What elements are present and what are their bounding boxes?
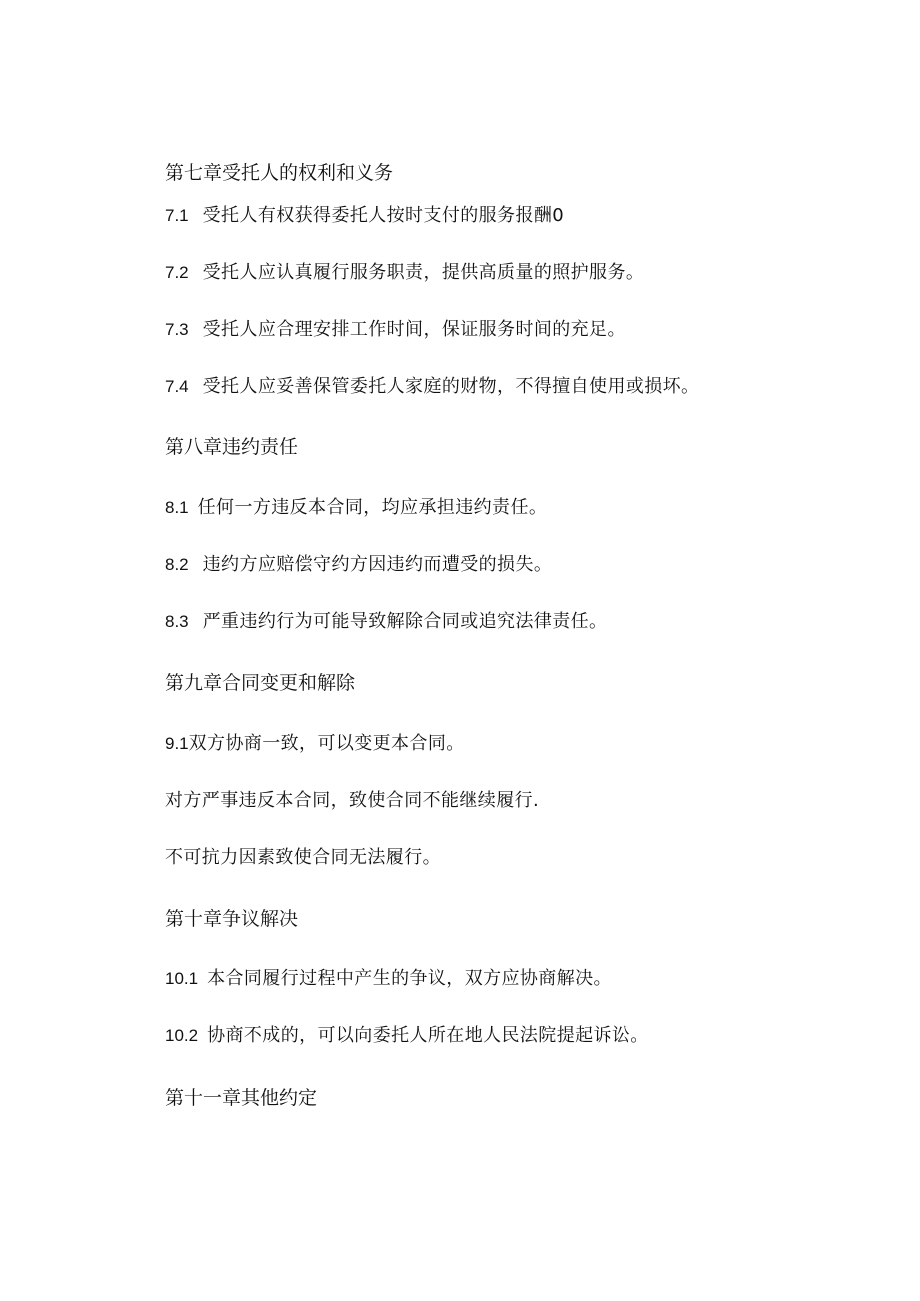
clause-10-1	[165, 970, 612, 988]
clause-text: 受托人应妥善保管委托人家庭的财物，不得擅自使用或损坏。	[202, 376, 700, 397]
clause-number: 8.2	[165, 555, 189, 574]
clause-number: 9.1	[165, 734, 189, 753]
chapter-8-title: 第八章违约责任	[165, 436, 299, 458]
clause-text: 任何一方违反本合同，均应承担违约责任。	[197, 497, 548, 518]
clause-8-1	[165, 499, 547, 517]
clause-9-line-3: 不可抗力因素致使合同无法履行。	[165, 847, 441, 868]
clause-number: 7.4	[165, 377, 189, 396]
clause-9-line-2: 对方严事违反本合同，致使合同不能继续履行.	[165, 790, 540, 811]
clause-text: 严重违约行为可能导致解除合同或追究法律责任。	[202, 611, 608, 632]
clause-7-4	[165, 378, 699, 396]
clause-number: 7.2	[165, 263, 189, 282]
clause-number: 7.3	[165, 320, 189, 339]
clause-9-1	[165, 735, 465, 753]
clause-text: 受托人有权获得委托人按时支付的服务报酬0	[202, 205, 565, 226]
clause-text: 受托人应合理安排工作时间，保证服务时间的充足。	[202, 319, 626, 340]
clause-7-3	[165, 321, 626, 339]
clause-number: 10.1	[165, 969, 199, 988]
clause-number: 8.1	[165, 498, 189, 517]
chapter-7-title: 第七章受托人的权利和义务	[165, 162, 394, 184]
chapter-11-title: 第十一章其他约定	[165, 1087, 318, 1109]
clause-8-3	[165, 613, 607, 631]
clause-number: 8.3	[165, 612, 189, 631]
clause-text: 受托人应认真履行服务职责，提供高质量的照护服务。	[202, 262, 645, 283]
clause-8-2	[165, 556, 552, 574]
chapter-10-title: 第十章争议解决	[165, 908, 299, 930]
clause-text: 违约方应赔偿守约方因违约而遭受的损失。	[202, 554, 553, 575]
clause-text: 双方协商一致，可以变更本合同。	[188, 733, 465, 754]
chapter-9-title: 第九章合同变更和解除	[165, 672, 356, 694]
clause-7-1	[165, 207, 564, 225]
clause-7-2	[165, 264, 644, 282]
clause-10-2	[165, 1027, 649, 1045]
clause-text: 本合同履行过程中产生的争议，双方应协商解决。	[207, 968, 612, 989]
clause-number: 10.2	[165, 1026, 199, 1045]
clause-number: 7.1	[165, 206, 189, 225]
clause-text: 协商不成的，可以向委托人所在地人民法院提起诉讼。	[207, 1025, 649, 1046]
